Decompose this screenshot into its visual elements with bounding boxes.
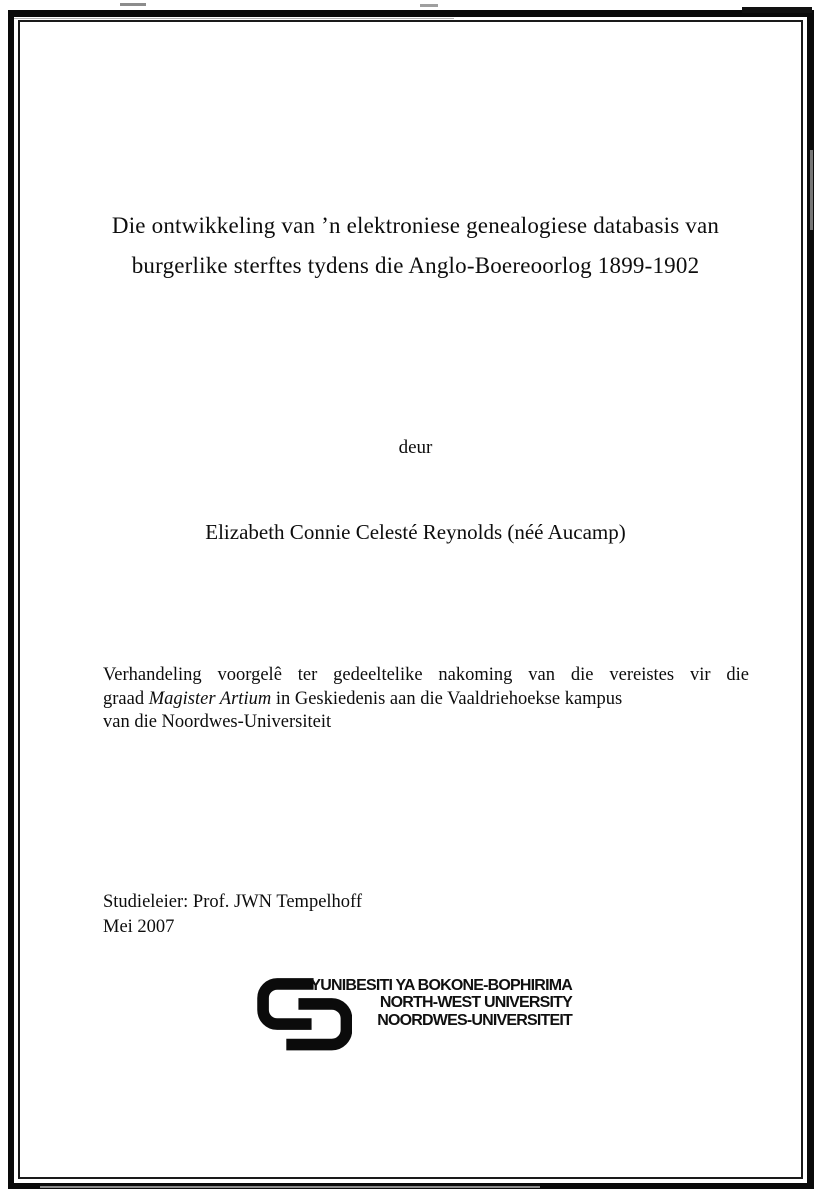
- scan-noise: [40, 1186, 540, 1188]
- statement-line-2-post: in Geskiedenis aan die Vaaldriehoekse kampus: [271, 688, 623, 709]
- scan-noise: [14, 18, 454, 19]
- logo-line-setswana: YUNIBESITI YA BOKONE-BOPHIRIMA: [310, 977, 572, 994]
- supervisor-block: [103, 890, 362, 939]
- submission-statement: [103, 664, 749, 735]
- statement-line-2-pre: graad: [103, 688, 149, 709]
- thesis-title: [50, 206, 781, 286]
- scan-noise: [742, 7, 812, 13]
- title-line-1: Die ontwikkeling van ’n elektroniese genealogiese databasis van: [111, 213, 720, 238]
- date-line: Mei 2007: [103, 916, 175, 937]
- statement-line-1: Verhandeling voorgelê ter gedeeltelike nakoming van die vereistes vir die: [103, 665, 749, 685]
- scan-noise: [120, 3, 146, 6]
- scan-noise: [420, 4, 438, 7]
- logo-line-afrikaans: NOORDWES-UNIVERSITEIT: [377, 1011, 572, 1029]
- statement-line-3: van die Noordwes-Universiteit: [103, 712, 332, 732]
- title-line-2: burgerlike sterftes tydens die Anglo-Boereoorlog 1899-1902: [131, 253, 700, 278]
- scan-noise: [810, 150, 813, 230]
- author-name: Elizabeth Connie Celesté Reynolds (néé Aucamp): [205, 520, 626, 544]
- degree-name: Magister Artium: [148, 688, 272, 709]
- statement-line-2: [103, 688, 749, 712]
- university-logo-text: [310, 977, 572, 1029]
- logo-line-english: NORTH-WEST UNIVERSITY: [379, 994, 572, 1012]
- byline: deur: [398, 437, 433, 458]
- supervisor-line: Studieleier: Prof. JWN Tempelhoff: [103, 892, 363, 912]
